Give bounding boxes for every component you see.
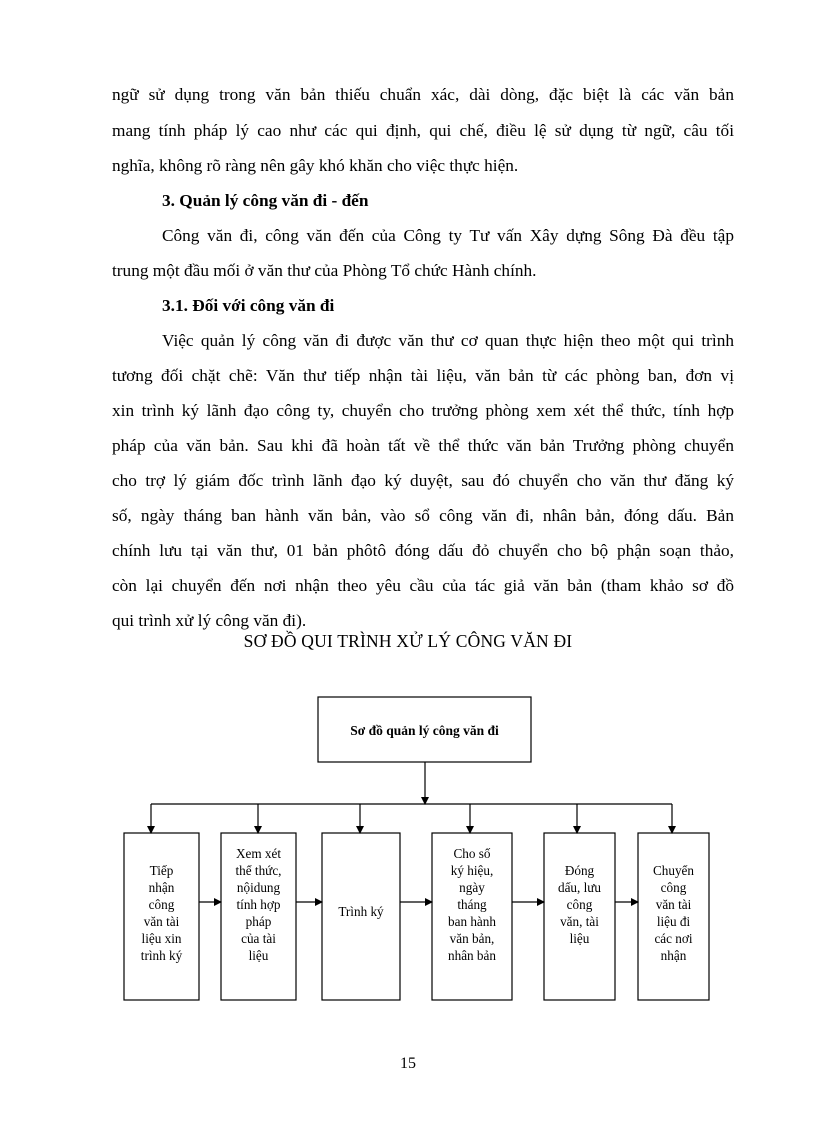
step-label: Cho số ký hiệu, ngày tháng ban hành văn bản, nhân bản: [448, 846, 496, 963]
step-label: Chuyển công văn tài liệu đi các nơi nhận: [652, 863, 695, 963]
paragraph-line: mang tính pháp lý cao như các qui định, qui chế, điều lệ sử dụng từ ngữ, câu tối: [112, 121, 734, 140]
paragraph-line: Công văn đi, công văn đến của Công ty Tư vấn Xây dựng Sông Đà đều tập: [162, 226, 734, 245]
diagram-title: SƠ ĐỒ QUI TRÌNH XỬ LÝ CÔNG VĂN ĐI: [243, 631, 573, 651]
paragraph-line: nghĩa, không rõ ràng nên gây khó khăn cho việc thực hiện.: [112, 156, 519, 175]
paragraph-line: xin trình ký lãnh đạo công ty, chuyển cho trưởng phòng xem xét thể thức, tính hợp: [112, 401, 734, 420]
step-label: Đóng dấu, lưu công văn, tài liệu: [557, 863, 602, 946]
paragraph-line: số, ngày tháng ban hành văn bản, vào sổ công văn đi, nhân bản, đóng dấu. Bản: [112, 506, 734, 525]
paragraph-line: ngữ sử dụng trong văn bản thiếu chuẩn xác, dài dòng, đặc biệt là các văn bản: [112, 85, 734, 104]
subsection-heading: 3.1. Đối với công văn đi: [162, 296, 335, 315]
paragraph-line: còn lại chuyển đến nơi nhận theo yêu cầu của tác giả văn bản (tham khảo sơ đồ: [112, 576, 734, 595]
paragraph-line: pháp của văn bản. Sau khi đã hoàn tất về thể thức văn bản Trưởng phòng chuyển: [112, 436, 734, 455]
paragraph-line: cho trợ lý giám đốc trình lãnh đạo ký duyệt, sau đó chuyển cho văn thư đăng ký: [112, 471, 734, 490]
paragraph-line: tương đối chặt chẽ: Văn thư tiếp nhận tài liệu, văn bản từ các phòng ban, đơn vị: [112, 366, 734, 385]
step-label: Tiếp nhận công văn tài liệu xin trình ký: [140, 863, 183, 963]
section-heading: 3. Quản lý công văn đi - đến: [162, 191, 369, 210]
step-label: Trình ký: [338, 904, 384, 919]
page-number: 15: [400, 1055, 416, 1072]
root-box-label: Sơ đồ quản lý công văn đi: [350, 723, 499, 738]
step-label: Xem xét thể thức, nộidung tính hợp pháp của tài liệu: [235, 846, 282, 963]
paragraph-line: trung một đầu mối ở văn thư của Phòng Tổ chức Hành chính.: [112, 261, 537, 280]
paragraph-line: Việc quản lý công văn đi được văn thư cơ quan thực hiện theo một qui trình: [162, 331, 734, 350]
paragraph-line: chính lưu tại văn thư, 01 bản phôtô đóng dấu đỏ chuyển cho bộ phận soạn thảo,: [112, 541, 734, 560]
paragraph-line: qui trình xử lý công văn đi).: [112, 611, 307, 630]
